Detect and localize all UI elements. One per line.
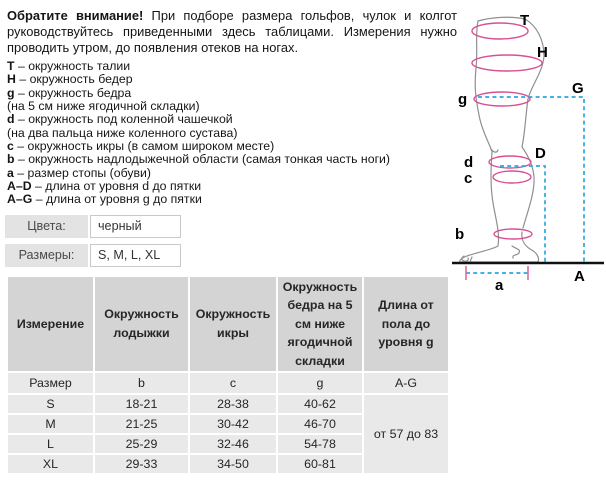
intro-line-1: Обратите внимание! При подборе размера гольфов, чулок и колгот: [7, 8, 457, 23]
legend-item: T – окружность талии: [7, 59, 131, 73]
header-measurement: Измерение: [8, 277, 95, 373]
thigh-ellipse: [474, 92, 530, 106]
measurement-legend: [7, 60, 463, 207]
legend-item: (на 5 см ниже ягодичной складки): [7, 99, 200, 114]
toe-detail: [462, 256, 472, 262]
param-b: b: [95, 373, 190, 395]
size-chart-table: [8, 277, 448, 475]
legend-item: g – окружность бедра: [7, 85, 132, 100]
calf-label: c: [464, 170, 473, 187]
cell-c: 32-46: [190, 435, 278, 455]
leg-outline-left: [460, 21, 539, 262]
table-row-s: [8, 395, 448, 415]
legend-item: (на два пальца ниже коленного сустава): [7, 125, 238, 140]
intro-line-3: проводить утром, до появления отеков на ногах.: [7, 39, 299, 55]
foot-size-label: a: [495, 277, 504, 294]
cell-g: 60-81: [278, 455, 364, 475]
legend-item: d – окружность под коленной чашечкой: [7, 112, 233, 127]
cell-b: 25-29: [95, 435, 190, 455]
sizes-label: Размеры:: [5, 244, 88, 267]
cell-length-merged: от 57 до 83: [364, 395, 448, 475]
ankle-detail: [512, 246, 519, 258]
legend-item: b – окружность надлодыжечной области (самая тонкая часть ноги): [7, 152, 391, 167]
leg-measurement-diagram: [450, 0, 606, 300]
calf-ellipse: [493, 171, 531, 183]
hip-ellipse: [472, 55, 542, 71]
intro-line-2: руководствуйтесь приведенными здесь таблицами. Измерения нужно: [7, 23, 457, 39]
header-calf: Окружность икры: [190, 277, 278, 373]
legend-item: c – окружность икры (в самом широком месте): [7, 139, 275, 154]
cell-c: 28-38: [190, 395, 278, 415]
param-ag: A-G: [364, 373, 448, 395]
thigh-label: g: [458, 91, 468, 108]
cell-b: 29-33: [95, 455, 190, 475]
cell-size: XL: [8, 455, 95, 475]
cell-b: 18-21: [95, 395, 190, 415]
cell-size: S: [8, 395, 95, 415]
G-level-label: G: [572, 80, 584, 97]
D-level-label: D: [535, 145, 546, 162]
legend-item: H – окружность бедер: [7, 72, 133, 87]
cell-g: 54-78: [278, 435, 364, 455]
d-to-D-dashed-line: [500, 166, 545, 262]
param-size: Размер: [8, 373, 95, 395]
legend-item: a – размер стопы (обуви): [7, 165, 151, 180]
cell-g: 40-62: [278, 395, 364, 415]
cell-c: 34-50: [190, 455, 278, 475]
legend-item: A–D – длина от уровня d до пятки: [7, 179, 202, 194]
cell-size: M: [8, 415, 95, 435]
param-g: g: [278, 373, 364, 395]
size-chart-header-row: [8, 277, 448, 373]
sizes-row: [5, 244, 181, 267]
cell-size: L: [8, 435, 95, 455]
colors-value: черный: [90, 215, 181, 238]
header-ankle: Окружность лодыжки: [95, 277, 190, 373]
ankle-ellipse: [494, 229, 532, 239]
header-length: Длина от пола до уровня g: [364, 277, 448, 373]
hip-label: H: [537, 44, 548, 61]
colors-label: Цвета:: [5, 215, 88, 238]
colors-row: [5, 215, 181, 238]
header-thigh: Окружность бедра на 5 см ниже ягодичной складки: [278, 277, 364, 373]
size-chart-param-row: [8, 373, 448, 395]
ankle-label: b: [455, 226, 465, 243]
waist-label: T: [520, 12, 530, 29]
floor-point-label: A: [574, 268, 585, 285]
intro-paragraph: [7, 8, 457, 56]
cell-c: 30-42: [190, 415, 278, 435]
below-knee-label: d: [464, 154, 474, 171]
legend-item: A–G – длина от уровня g до пятки: [7, 192, 202, 207]
cell-b: 21-25: [95, 415, 190, 435]
intro-bold-lead: Обратите внимание!: [7, 8, 144, 23]
param-c: c: [190, 373, 278, 395]
cell-g: 46-70: [278, 415, 364, 435]
leg-outline-top: [478, 17, 525, 21]
sizes-value: S, M, L, XL: [90, 244, 181, 267]
